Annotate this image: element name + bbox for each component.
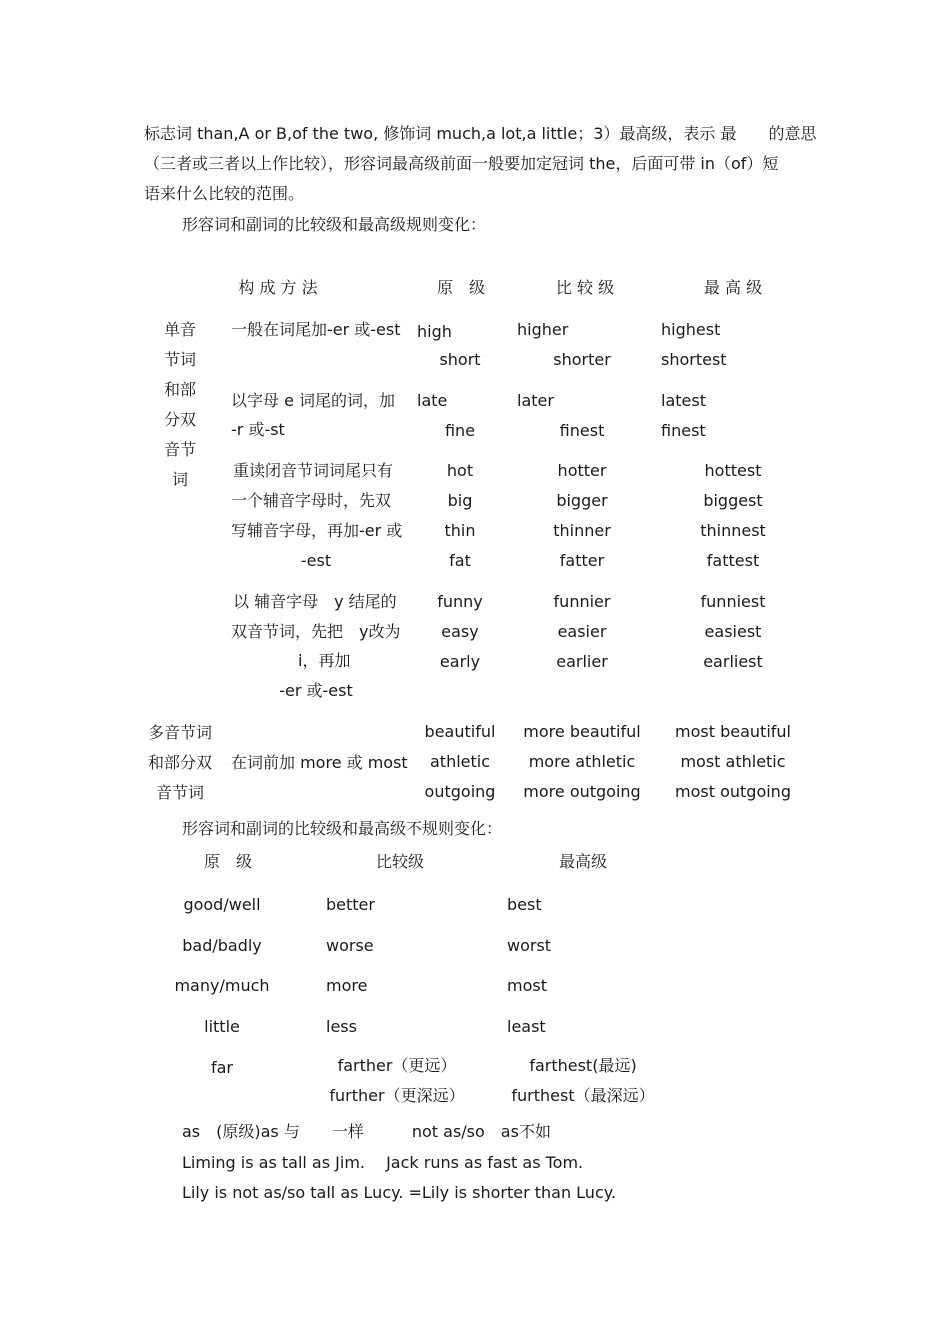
irregular-header-comparative: 比较级 — [375, 852, 425, 871]
irregular-superlative: most — [507, 976, 547, 995]
header-method: 构 成 方 法 — [238, 278, 318, 297]
word-base: late — [417, 391, 448, 410]
group1-label: 节词 — [163, 350, 197, 369]
irregular-comparative: more — [326, 976, 368, 995]
group1-label: 和部 — [163, 380, 197, 399]
word-comparative: fatter — [559, 551, 605, 570]
word-base: beautiful — [424, 722, 496, 741]
asas-rule: as (原级)as 与 一样 not as/so as不如 — [182, 1122, 551, 1141]
header-comparative: 比 较 级 — [555, 278, 615, 297]
word-comparative: bigger — [556, 491, 608, 510]
word-superlative: shortest — [661, 350, 727, 369]
intro-line-3: 语来什么比较的范围。 — [144, 184, 305, 203]
asas-example: Liming is as tall as Jim. Jack runs as fast as Tom. — [182, 1153, 584, 1172]
rule2-line: 以字母 e 词尾的词，加 — [231, 391, 396, 410]
word-comparative: earlier — [556, 652, 608, 671]
rule4-line: 以 辅音字母 y 结尾的 — [233, 592, 397, 611]
rule2-line: -r 或-st — [231, 420, 285, 439]
irregular-comparative: less — [326, 1017, 357, 1036]
irregular-header-base: 原 级 — [203, 852, 253, 871]
irregular-comparative: worse — [326, 936, 374, 955]
irregular-header-superlative: 最高级 — [558, 852, 608, 871]
word-superlative: latest — [661, 391, 706, 410]
word-comparative: easier — [557, 622, 607, 641]
word-superlative: most outgoing — [675, 782, 791, 801]
word-superlative: easiest — [704, 622, 762, 641]
word-comparative: funnier — [553, 592, 611, 611]
word-comparative: more outgoing — [523, 782, 641, 801]
irregular-comparative: farther（更远） — [337, 1056, 457, 1075]
rule5-text: 在词前加 more 或 most — [231, 753, 408, 772]
group1-label: 音节 — [163, 440, 197, 459]
irregular-base: many/much — [174, 976, 270, 995]
word-superlative: fattest — [706, 551, 760, 570]
irregular-superlative: furthest（最深远） — [511, 1086, 655, 1105]
regular-heading: 形容词和副词的比较级和最高级规则变化： — [182, 215, 487, 234]
word-base: funny — [437, 592, 483, 611]
irregular-base: bad/badly — [182, 936, 262, 955]
word-superlative: biggest — [703, 491, 763, 510]
group2-label: 多音节词 — [147, 723, 213, 742]
word-comparative: more beautiful — [523, 722, 641, 741]
intro-line-1: 标志词 than,A or B,of the two, 修饰词 much,a lot,a little；3）最高级，表示 最 的意思 — [144, 124, 817, 143]
word-comparative: later — [517, 391, 554, 410]
irregular-comparative: further（更深远） — [329, 1086, 465, 1105]
irregular-superlative: best — [507, 895, 542, 914]
word-base: easy — [441, 622, 479, 641]
word-comparative: finest — [559, 421, 605, 440]
irregular-superlative: least — [507, 1017, 546, 1036]
word-comparative: higher — [517, 320, 569, 339]
irregular-base: little — [204, 1017, 240, 1036]
rule4-line: -er 或-est — [279, 681, 353, 700]
word-base: hot — [446, 461, 474, 480]
word-superlative: finest — [661, 421, 706, 440]
word-base: big — [447, 491, 473, 510]
irregular-base: good/well — [183, 895, 261, 914]
word-comparative: hotter — [557, 461, 607, 480]
word-superlative: most athletic — [680, 752, 786, 771]
rule3-line: 写辅音字母，再加-er 或 — [231, 521, 403, 540]
word-base: outgoing — [424, 782, 496, 801]
word-superlative: most beautiful — [675, 722, 791, 741]
group1-label: 分双 — [163, 410, 197, 429]
irregular-comparative: better — [326, 895, 375, 914]
rule4-line: i，再加 — [298, 651, 351, 670]
header-base: 原 级 — [436, 278, 486, 297]
group1-label: 词 — [171, 470, 189, 489]
irregular-superlative: worst — [507, 936, 552, 955]
word-comparative: thinner — [553, 521, 611, 540]
word-base: thin — [444, 521, 476, 540]
word-superlative: thinnest — [700, 521, 766, 540]
word-base: short — [439, 350, 481, 369]
word-comparative: shorter — [553, 350, 611, 369]
rule4-line: 双音节词，先把 y改为 — [231, 622, 401, 641]
word-base: athletic — [429, 752, 491, 771]
word-base: early — [439, 652, 481, 671]
rule3-line: -est — [300, 551, 332, 570]
word-comparative: more athletic — [528, 752, 636, 771]
word-base: high — [417, 322, 452, 341]
word-superlative: hottest — [704, 461, 762, 480]
word-base: fat — [449, 551, 471, 570]
intro-line-2: （三者或三者以上作比较），形容词最高级前面一般要加定冠词 the，后面可带 in（of）短 — [144, 154, 779, 173]
group1-label: 单音 — [163, 320, 197, 339]
group2-label: 和部分双 — [147, 753, 213, 772]
word-superlative: highest — [661, 320, 721, 339]
irregular-superlative: farthest(最远) — [529, 1056, 637, 1075]
asas-example: Lily is not as/so tall as Lucy. =Lily is shorter than Lucy. — [182, 1183, 617, 1202]
group2-label: 音节词 — [155, 783, 205, 802]
word-superlative: earliest — [703, 652, 763, 671]
irregular-base: far — [210, 1058, 234, 1077]
rule3-line: 重读闭音节词词尾只有 — [233, 461, 394, 480]
rule3-line: 一个辅音字母时，先双 — [231, 491, 392, 510]
word-base: fine — [444, 421, 476, 440]
word-superlative: funniest — [700, 592, 766, 611]
header-superlative: 最 高 级 — [703, 278, 763, 297]
rule1-text: 一般在词尾加-er 或-est — [231, 320, 401, 339]
irregular-heading: 形容词和副词的比较级和最高级不规则变化： — [182, 819, 503, 838]
